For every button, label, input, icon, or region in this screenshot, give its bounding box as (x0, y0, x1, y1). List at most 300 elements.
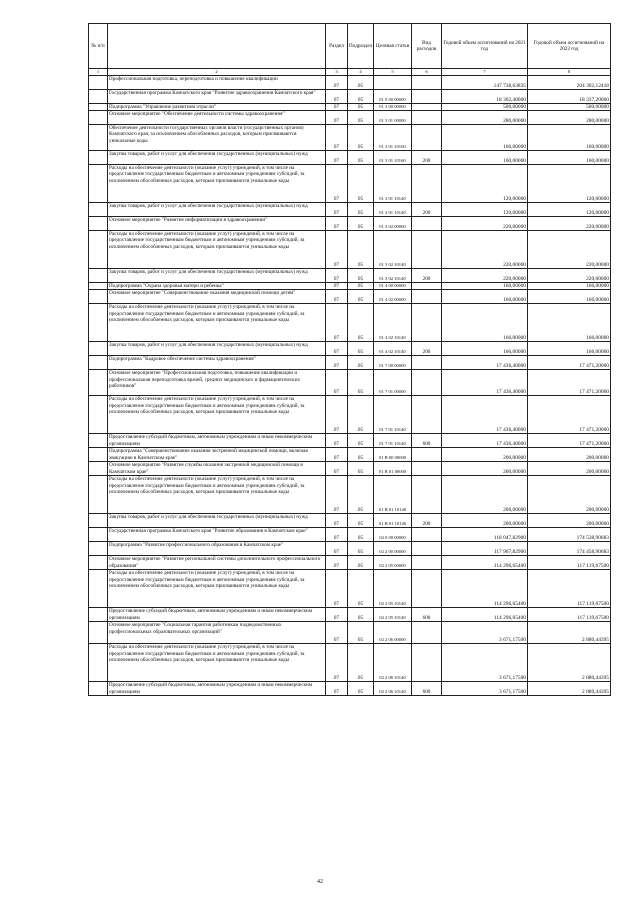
row-number-cell (89, 396, 108, 434)
row-name-cell: Расходы на обеспечение деятельности (оказание услуг) учреждений, в том числе на предоставление государственным бюджетным и автономным учреждениям субсидий, за исключением обособленных расходов, которым присваиваются уникальные коды (108, 476, 326, 514)
row-name-cell: Основное мероприятие "Обеспечение деятельности системы здравоохранения" (108, 111, 326, 125)
table-row (89, 125, 611, 151)
row-subsection-cell: 05 (348, 76, 374, 90)
row-2022-value: 220,00000 (528, 231, 611, 269)
row-number-cell (89, 165, 108, 203)
row-2022-value: 166,00000 (528, 304, 611, 342)
row-number-cell (89, 231, 108, 269)
row-number-cell (89, 125, 108, 151)
row-target-cell: 01 7 01 00000 (374, 370, 412, 396)
table-row (89, 448, 611, 462)
row-section-cell: 07 (326, 644, 348, 682)
row-exptype-cell: 200 (412, 514, 442, 528)
row-2021-value: 280,00000 (442, 111, 528, 125)
row-section-cell: 07 (326, 165, 348, 203)
column-number: 2 (108, 69, 326, 76)
row-section-cell: 07 (326, 396, 348, 434)
row-subsection-cell: 05 (348, 528, 374, 542)
row-exptype-cell (412, 622, 442, 644)
row-exptype-cell (412, 556, 442, 570)
row-2022-value: 174 458,90683 (528, 542, 611, 556)
row-number-cell (89, 608, 108, 622)
row-number-cell (89, 370, 108, 396)
col-2021-header: Годовой объем ассигнований на 2021 год (442, 24, 528, 69)
row-target-cell: 01 4 02 10140 (374, 342, 412, 356)
row-name-cell: Основное мероприятие "Профессиональная подготовка, повышение квалификации и профессиональная переподготовка врачей, средних медицинских и фармацевтических работников" (108, 370, 326, 396)
row-2022-value: 117 119,67500 (528, 556, 611, 570)
row-exptype-cell (412, 396, 442, 434)
row-number-cell (89, 290, 108, 304)
row-2022-value: 17 471,20000 (528, 356, 611, 370)
table-row (89, 370, 611, 396)
row-number-cell (89, 644, 108, 682)
table-row (89, 644, 611, 682)
row-exptype-cell (412, 231, 442, 269)
row-2021-value: 500,00000 (442, 104, 528, 111)
table-row (89, 283, 611, 290)
row-name-cell: Предоставление субсидий бюджетным, автономным учреждениям и иным некоммерческим организациям (108, 434, 326, 448)
row-2022-value: 120,00000 (528, 203, 611, 217)
row-section-cell: 07 (326, 462, 348, 476)
row-target-cell: 01 В 01 00000 (374, 462, 412, 476)
row-section-cell: 07 (326, 104, 348, 111)
row-number-cell (89, 556, 108, 570)
row-section-cell: 07 (326, 290, 348, 304)
table-row (89, 90, 611, 104)
column-number: 6 (412, 69, 442, 76)
row-subsection-cell: 05 (348, 556, 374, 570)
col-2022-header: Годовой объем ассигнований на 2022 год (528, 24, 611, 69)
col-name-header (108, 24, 326, 69)
row-name-cell: Государственная программа Камчатского края "Развитие образования в Камчатском крае" (108, 528, 326, 542)
row-section-cell: 07 (326, 570, 348, 608)
row-name-cell: Расходы на обеспечение деятельности (оказание услуг) учреждений, в том числе на предоставление государственным бюджетным и автономным учреждениям субсидий, за исключением обособленных расходов, которым присваиваются уникальные коды (108, 396, 326, 434)
table-row (89, 165, 611, 203)
table-row (89, 528, 611, 542)
table-row (89, 556, 611, 570)
row-2022-value: 18 337,20000 (528, 90, 611, 104)
table-row (89, 342, 611, 356)
row-2022-value: 120,00000 (528, 165, 611, 203)
column-number: 3 (326, 69, 348, 76)
table-row (89, 111, 611, 125)
row-number-cell (89, 111, 108, 125)
row-section-cell: 07 (326, 370, 348, 396)
table-row (89, 151, 611, 165)
row-exptype-cell: 200 (412, 203, 442, 217)
row-target-cell: 01 4 00 00000 (374, 283, 412, 290)
row-2021-value: 220,00000 (442, 269, 528, 283)
row-number-cell (89, 151, 108, 165)
row-2022-value: 17 471,20000 (528, 396, 611, 434)
row-2021-value: 200,00000 (442, 514, 528, 528)
row-exptype-cell (412, 528, 442, 542)
table-row (89, 231, 611, 269)
row-section-cell: 07 (326, 76, 348, 90)
row-name-cell: Закупка товаров, работ и услуг для обеспечения государственных (муниципальных) нужд (108, 514, 326, 528)
row-2022-value: 166,00000 (528, 342, 611, 356)
row-exptype-cell (412, 76, 442, 90)
row-name-cell: Основное мероприятие "Развитие информатизации в здравоохранении" (108, 217, 326, 231)
row-number-cell (89, 682, 108, 696)
row-subsection-cell: 05 (348, 396, 374, 434)
row-name-cell: Расходы на обеспечение деятельности (оказание услуг) учреждений, в том числе на предоставление государственным бюджетным и автономным учреждениям субсидий, за исключением обособленных расходов, которым присваиваются уникальные коды (108, 644, 326, 682)
header-row (89, 24, 611, 69)
row-target-cell: 02 0 00 00000 (374, 528, 412, 542)
row-name-cell: Закупка товаров, работ и услуг для обеспечения государственных (муниципальных) нужд (108, 342, 326, 356)
row-subsection-cell: 05 (348, 356, 374, 370)
row-exptype-cell (412, 356, 442, 370)
row-2021-value: 166,00000 (442, 304, 528, 342)
row-2022-value: 220,00000 (528, 217, 611, 231)
table-row (89, 608, 611, 622)
row-target-cell: 01 7 00 00000 (374, 356, 412, 370)
row-section-cell: 07 (326, 682, 348, 696)
row-section-cell: 07 (326, 151, 348, 165)
row-2022-value: 2 880,44395 (528, 644, 611, 682)
row-exptype-cell (412, 283, 442, 290)
col-subsection-header: Подраздел (348, 24, 374, 69)
row-section-cell: 07 (326, 434, 348, 448)
row-subsection-cell: 05 (348, 203, 374, 217)
row-2022-value: 280,00000 (528, 111, 611, 125)
row-target-cell: 01 3 01 10160 (374, 125, 412, 151)
row-2022-value: 17 471,20000 (528, 370, 611, 396)
row-2021-value: 166,00000 (442, 283, 528, 290)
row-subsection-cell: 05 (348, 304, 374, 342)
row-exptype-cell (412, 217, 442, 231)
row-subsection-cell: 05 (348, 622, 374, 644)
row-number-cell (89, 283, 108, 290)
row-name-cell: Расходы на обеспечение деятельности (оказание услуг) учреждений, в том числе на предоставление государственным бюджетным и автономным учреждениям субсидий, за исключением обособленных расходов, которым присваиваются уникальные коды (108, 165, 326, 203)
row-number-cell (89, 514, 108, 528)
row-2021-value: 120,00000 (442, 203, 528, 217)
row-2021-value: 114 296,65400 (442, 608, 528, 622)
row-target-cell: 01 7 01 10140 (374, 396, 412, 434)
row-subsection-cell: 05 (348, 608, 374, 622)
row-2021-value: 3 671,17500 (442, 682, 528, 696)
table-row (89, 304, 611, 342)
row-number-cell (89, 434, 108, 448)
row-exptype-cell (412, 165, 442, 203)
row-2021-value: 118 047,82900 (442, 528, 528, 542)
row-section-cell: 07 (326, 304, 348, 342)
row-section-cell: 07 (326, 514, 348, 528)
row-exptype-cell (412, 644, 442, 682)
row-exptype-cell: 200 (412, 269, 442, 283)
row-2022-value: 174 538,90683 (528, 528, 611, 542)
column-number: 7 (442, 69, 528, 76)
row-2022-value: 117 119,67500 (528, 608, 611, 622)
row-name-cell: Закупка товаров, работ и услуг для обеспечения государственных (муниципальных) нужд (108, 151, 326, 165)
row-2022-value: 500,00000 (528, 104, 611, 111)
row-2021-value: 147 738,63835 (442, 76, 528, 90)
row-section-cell: 07 (326, 556, 348, 570)
row-target-cell: 01 3 02 10140 (374, 231, 412, 269)
row-subsection-cell: 05 (348, 370, 374, 396)
row-target-cell: 01 3 01 00000 (374, 111, 412, 125)
row-2021-value: 200,00000 (442, 476, 528, 514)
row-exptype-cell: 600 (412, 608, 442, 622)
row-2021-value: 220,00000 (442, 217, 528, 231)
row-subsection-cell: 05 (348, 448, 374, 462)
row-2021-value: 120,00000 (442, 165, 528, 203)
row-number-cell (89, 90, 108, 104)
table-row (89, 356, 611, 370)
row-2022-value: 160,00000 (528, 125, 611, 151)
row-number-cell (89, 462, 108, 476)
row-section-cell: 07 (326, 542, 348, 556)
row-name-cell: Обеспечение деятельности государственных органов власти (государственных органов) Камчатского края, за исключением обособленных расходов, которым присваиваются уникальные коды (108, 125, 326, 151)
row-2021-value: 200,00000 (442, 448, 528, 462)
row-target-cell: 02 2 06 00000 (374, 622, 412, 644)
table-body (89, 76, 611, 696)
row-2021-value: 18 302,40000 (442, 90, 528, 104)
row-section-cell: 07 (326, 269, 348, 283)
row-2021-value: 17 436,40000 (442, 434, 528, 448)
col-number-header: № п/п (89, 24, 108, 69)
row-name-cell: Основное мероприятие "Развитие региональной системы дополнительного профессионального образования" (108, 556, 326, 570)
budget-table (88, 23, 611, 696)
column-number: 8 (528, 69, 611, 76)
row-subsection-cell: 05 (348, 231, 374, 269)
row-exptype-cell: 200 (412, 342, 442, 356)
row-section-cell: 07 (326, 125, 348, 151)
row-2022-value: 2 880,44395 (528, 682, 611, 696)
row-exptype-cell (412, 462, 442, 476)
row-section-cell: 07 (326, 342, 348, 356)
column-number: 1 (89, 69, 108, 76)
table-row (89, 104, 611, 111)
row-2021-value: 17 436,40000 (442, 396, 528, 434)
row-subsection-cell: 05 (348, 462, 374, 476)
row-section-cell: 07 (326, 90, 348, 104)
row-2022-value: 2 880,44395 (528, 622, 611, 644)
row-target-cell: 02 2 00 00000 (374, 542, 412, 556)
row-target-cell: 01 3 01 10140 (374, 203, 412, 217)
row-exptype-cell (412, 542, 442, 556)
row-2021-value: 200,00000 (442, 462, 528, 476)
row-name-cell: Подпрограмма "Совершенствование оказания экстренной медицинской помощи, включая эвакуацию в Камчатском крае" (108, 448, 326, 462)
row-name-cell: Государственная программа Камчатского края "Развитие здравоохранения Камчатского края" (108, 90, 326, 104)
row-number-cell (89, 269, 108, 283)
table-row (89, 434, 611, 448)
table-row (89, 396, 611, 434)
row-name-cell: Расходы на обеспечение деятельности (оказание услуг) учреждений, в том числе на предоставление государственным бюджетным и автономным учреждениям субсидий, за исключением обособленных расходов, которым присваиваются уникальные коды (108, 231, 326, 269)
row-target-cell: 01 3 02 00000 (374, 217, 412, 231)
row-subsection-cell: 05 (348, 342, 374, 356)
row-2022-value: 17 471,20000 (528, 434, 611, 448)
row-name-cell: Предоставление субсидий бюджетным, автономным учреждениям и иным некоммерческим организациям (108, 682, 326, 696)
row-2021-value: 160,00000 (442, 125, 528, 151)
row-2022-value: 200,00000 (528, 462, 611, 476)
row-name-cell: Подпрограмма "Охрана здоровья матери и ребенка" (108, 283, 326, 290)
row-exptype-cell (412, 370, 442, 396)
row-target-cell: 01 В 01 10140 (374, 476, 412, 514)
row-exptype-cell (412, 304, 442, 342)
row-2021-value: 160,00000 (442, 151, 528, 165)
table-row (89, 542, 611, 556)
column-number: 5 (374, 69, 412, 76)
row-target-cell: 02 2 05 00000 (374, 556, 412, 570)
row-section-cell: 07 (326, 448, 348, 462)
row-name-cell: Подпрограмма "Управление развитием отрасли" (108, 104, 326, 111)
row-number-cell (89, 76, 108, 90)
row-target-cell: 01 3 01 10140 (374, 165, 412, 203)
row-2021-value: 117 967,82900 (442, 542, 528, 556)
table-row (89, 462, 611, 476)
row-subsection-cell: 05 (348, 165, 374, 203)
row-2021-value: 114 296,65400 (442, 556, 528, 570)
row-2021-value: 3 671,17500 (442, 622, 528, 644)
row-2021-value: 3 671,17500 (442, 644, 528, 682)
row-subsection-cell: 05 (348, 290, 374, 304)
row-2022-value: 117 119,67500 (528, 570, 611, 608)
row-subsection-cell: 05 (348, 644, 374, 682)
row-2022-value: 200,00000 (528, 476, 611, 514)
row-subsection-cell: 05 (348, 542, 374, 556)
row-number-cell (89, 304, 108, 342)
row-name-cell: Основное мероприятие "Развитие службы оказания экстренной медицинской помощи в Камчатском крае" (108, 462, 326, 476)
col-exptype-header: Вид расходов (412, 24, 442, 69)
row-section-cell: 07 (326, 217, 348, 231)
row-2021-value: 166,00000 (442, 290, 528, 304)
row-target-cell: 01 7 01 10140 (374, 434, 412, 448)
row-2022-value: 166,00000 (528, 283, 611, 290)
row-exptype-cell: 200 (412, 151, 442, 165)
row-number-cell (89, 217, 108, 231)
row-subsection-cell: 05 (348, 90, 374, 104)
budget-table-page (88, 23, 610, 696)
row-subsection-cell: 05 (348, 570, 374, 608)
row-subsection-cell: 05 (348, 514, 374, 528)
row-2022-value: 200,00000 (528, 448, 611, 462)
row-number-cell (89, 542, 108, 556)
row-exptype-cell (412, 104, 442, 111)
row-subsection-cell: 05 (348, 283, 374, 290)
row-2022-value: 160,00000 (528, 151, 611, 165)
row-exptype-cell (412, 476, 442, 514)
table-row (89, 76, 611, 90)
table-row (89, 203, 611, 217)
row-2021-value: 166,00000 (442, 342, 528, 356)
row-exptype-cell: 600 (412, 434, 442, 448)
row-2022-value: 204 302,12418 (528, 76, 611, 90)
row-2022-value: 220,00000 (528, 269, 611, 283)
row-2021-value: 17 436,40000 (442, 370, 528, 396)
row-subsection-cell: 05 (348, 111, 374, 125)
row-number-cell (89, 448, 108, 462)
table-row (89, 269, 611, 283)
row-2022-value: 166,00000 (528, 290, 611, 304)
row-number-cell (89, 356, 108, 370)
row-subsection-cell: 05 (348, 476, 374, 514)
row-name-cell: Профессиональная подготовка, переподготовка и повышение квалификации (108, 76, 326, 90)
row-exptype-cell (412, 290, 442, 304)
row-name-cell: Расходы на обеспечение деятельности (оказание услуг) учреждений, в том числе на предоставление государственным бюджетным и автономным учреждениям субсидий, за исключением обособленных расходов, которым присваиваются уникальные коды (108, 304, 326, 342)
row-number-cell (89, 622, 108, 644)
row-subsection-cell: 05 (348, 125, 374, 151)
table-row (89, 290, 611, 304)
row-name-cell: Основное мероприятие "Совершенствование оказания медицинской помощи детям" (108, 290, 326, 304)
row-subsection-cell: 05 (348, 269, 374, 283)
page-number: 42 (317, 879, 323, 885)
row-target-cell: 01 4 02 00000 (374, 290, 412, 304)
row-section-cell: 07 (326, 356, 348, 370)
col-target-header: Целевая статья (374, 24, 412, 69)
row-number-cell (89, 203, 108, 217)
row-target-cell: 01 3 01 10160 (374, 151, 412, 165)
row-section-cell: 07 (326, 203, 348, 217)
row-target-cell (374, 76, 412, 90)
row-target-cell: 01 3 00 00000 (374, 104, 412, 111)
row-target-cell: 02 2 05 10140 (374, 608, 412, 622)
row-subsection-cell: 05 (348, 682, 374, 696)
row-section-cell: 07 (326, 528, 348, 542)
row-exptype-cell (412, 448, 442, 462)
column-number: 4 (348, 69, 374, 76)
row-section-cell: 07 (326, 476, 348, 514)
row-subsection-cell: 05 (348, 104, 374, 111)
row-number-cell (89, 528, 108, 542)
row-target-cell: 01 0 00 00000 (374, 90, 412, 104)
row-number-cell (89, 104, 108, 111)
table-row (89, 514, 611, 528)
row-name-cell: Подпрограмма "Развитие профессионального образования в Камчатском крае" (108, 542, 326, 556)
row-name-cell: Расходы на обеспечение деятельности (оказание услуг) учреждений, в том числе на предоставление государственным бюджетным и автономным учреждениям субсидий, за исключением обособленных расходов, которым присваиваются уникальные коды (108, 570, 326, 608)
col-section-header: Раздел (326, 24, 348, 69)
table-row (89, 476, 611, 514)
row-section-cell: 07 (326, 622, 348, 644)
row-name-cell: Закупка товаров, работ и услуг для обеспечения государственных (муниципальных) нужд (108, 203, 326, 217)
row-subsection-cell: 05 (348, 217, 374, 231)
row-section-cell: 07 (326, 111, 348, 125)
table-row (89, 622, 611, 644)
table-row (89, 682, 611, 696)
row-exptype-cell (412, 125, 442, 151)
row-section-cell: 07 (326, 608, 348, 622)
row-target-cell: 02 2 06 10140 (374, 682, 412, 696)
row-2021-value: 114 296,65400 (442, 570, 528, 608)
row-2022-value: 200,00000 (528, 514, 611, 528)
table-row (89, 570, 611, 608)
row-exptype-cell (412, 111, 442, 125)
row-exptype-cell (412, 570, 442, 608)
row-target-cell: 02 2 05 10140 (374, 570, 412, 608)
row-section-cell: 07 (326, 231, 348, 269)
row-target-cell: 01 3 02 10140 (374, 269, 412, 283)
row-exptype-cell (412, 90, 442, 104)
row-target-cell: 01 В 01 10140 (374, 514, 412, 528)
row-number-cell (89, 342, 108, 356)
row-name-cell: Основное мероприятие "Социальная гарантия работникам подведомственных профессиональных образовательных организаций" (108, 622, 326, 644)
row-number-cell (89, 476, 108, 514)
row-subsection-cell: 05 (348, 434, 374, 448)
row-name-cell: Подпрограмма "Кадровое обеспечение системы здравоохранения" (108, 356, 326, 370)
row-target-cell: 01 В 00 00000 (374, 448, 412, 462)
row-name-cell: Закупка товаров, работ и услуг для обеспечения государственных (муниципальных) нужд (108, 269, 326, 283)
row-target-cell: 02 2 06 10140 (374, 644, 412, 682)
row-name-cell: Предоставление субсидий бюджетным, автономным учреждениям и иным некоммерческим организациям (108, 608, 326, 622)
row-2021-value: 17 436,40000 (442, 356, 528, 370)
column-numbering-row (89, 69, 611, 76)
row-exptype-cell: 600 (412, 682, 442, 696)
row-target-cell: 01 4 02 10140 (374, 304, 412, 342)
row-subsection-cell: 05 (348, 151, 374, 165)
table-row (89, 217, 611, 231)
row-section-cell: 07 (326, 283, 348, 290)
row-number-cell (89, 570, 108, 608)
